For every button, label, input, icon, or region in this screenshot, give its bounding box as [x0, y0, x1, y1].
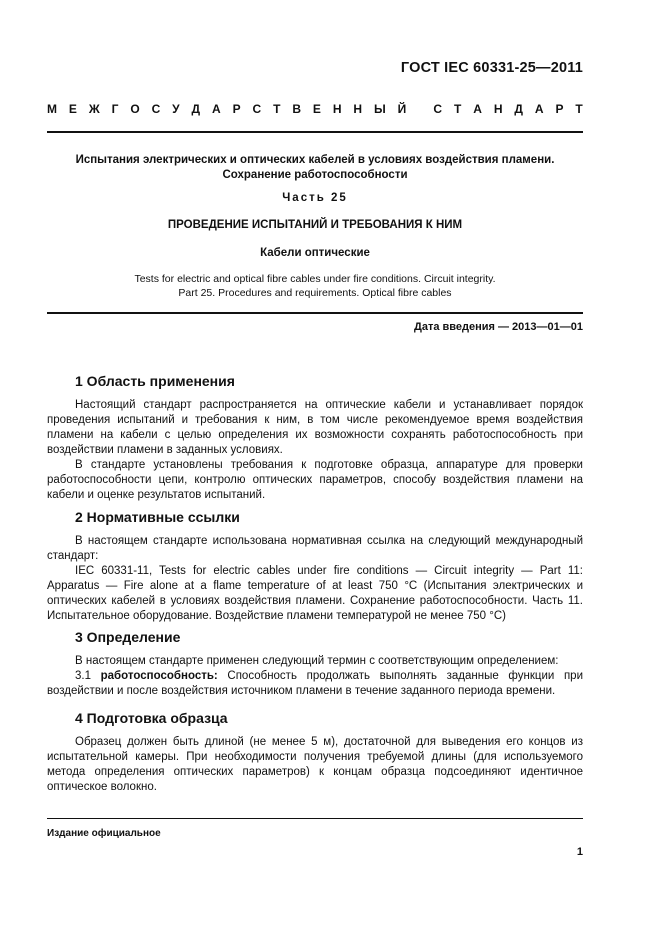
section-3-body	[47, 654, 583, 699]
section-1-heading: 1 Область применения	[75, 373, 235, 389]
banner-letter: Т	[453, 102, 462, 116]
russian-title-line1: Испытания электрических и оптических кабелей в условиях воздействия пламени.	[75, 154, 555, 166]
section-1-body	[47, 398, 583, 503]
part-subtitle: Кабели оптические	[260, 247, 370, 259]
definition-text: Способность продолжать выполнять заданные функции при воздействии и после воздействия источником пламени в течение заданного периода времени.	[47, 670, 583, 697]
document-code: ГОСТ IEC 60331-25—2011	[400, 60, 583, 76]
banner-letter: С	[433, 102, 443, 116]
banner-letter: Д	[191, 102, 201, 116]
section-3-paragraph-2	[47, 669, 583, 699]
effective-date: Дата введения — 2013—01—01	[414, 321, 583, 333]
banner-letter: Т	[575, 102, 583, 116]
banner-letter: Е	[68, 102, 77, 116]
interstate-standard-banner	[47, 102, 583, 116]
section-2-paragraph-1: В настоящем стандарте использована нормативная ссылка на следующий международный стандарт:	[47, 535, 583, 562]
footer-divider	[47, 818, 583, 819]
section-3-paragraph-1: В настоящем стандарте применен следующий термин с соответствующим определением:	[75, 655, 559, 667]
russian-title	[47, 153, 583, 183]
banner-letter: А	[473, 102, 482, 116]
title-divider	[47, 312, 583, 314]
banner-letter: Т	[273, 102, 281, 116]
banner-letter: Н	[493, 102, 503, 116]
section-4-heading: 4 Подготовка образца	[75, 710, 228, 726]
banner-letter: А	[534, 102, 544, 116]
banner-letter: С	[252, 102, 262, 116]
section-3-heading: 3 Определение	[75, 629, 181, 645]
banner-letter: Й	[397, 102, 407, 116]
banner-letter: Г	[111, 102, 119, 116]
section-4-body	[47, 735, 583, 795]
section-2-body	[47, 534, 583, 624]
english-title-line1: Tests for electric and optical fibre cables under fire conditions. Circuit integrity.	[134, 273, 496, 285]
banner-letter: В	[292, 102, 301, 116]
part-number: Часть 25	[282, 192, 348, 204]
section-2-heading: 2 Нормативные ссылки	[75, 509, 240, 525]
banner-letter: У	[172, 102, 180, 116]
section-1-paragraph-1: Настоящий стандарт распространяется на оптические кабели и устанавливает порядок проведения испытаний и требования к ним, в том числе рекомендуемое время воздействия пламени на кабели с целью определения их возможности сохранять работоспособность при воздействии пламени в заданных условиях.	[47, 399, 583, 456]
page-number: 1	[576, 846, 583, 858]
section-4-paragraph-1: Образец должен быть длиной (не менее 5 м), достаточной для выведения его концов из испытательной камеры. При необходимости получения требуемой длины (для используемого метода определения оптических параметров) к концам образца подсоединяют идентичное оптическое волокно.	[47, 736, 583, 793]
banner-letter: А	[211, 102, 221, 116]
banner-letter: Д	[514, 102, 523, 116]
banner-letter: Ы	[373, 102, 386, 116]
section-1-paragraph-2: В стандарте установлены требования к подготовке образца, аппаратуре для проверки работоспособности цепи, контролю оптических параметров, способу воздействия пламени на кабели и оценке результатов испытаний.	[47, 459, 583, 501]
section-2-paragraph-2: IEC 60331-11, Tests for electric cables under fire conditions — Circuit integrity — Part 11: Apparatus — Fire alone at a flame temperature of at least 750 °С (Испытания электрических и оптических кабелей в условиях воздействия пламени. Сохранение работоспособности. Часть 11. Испытательное оборудование. Воздействие пламени температурой не менее 750 °С)	[47, 565, 583, 622]
part-heading: ПРОВЕДЕНИЕ ИСПЫТАНИЙ И ТРЕБОВАНИЯ К НИМ	[167, 219, 463, 231]
banner-letter: М	[47, 102, 57, 116]
banner-letter: Е	[312, 102, 321, 116]
banner-letter: Р	[555, 102, 564, 116]
banner-letter: Н	[332, 102, 342, 116]
english-title	[47, 272, 583, 300]
english-title-line2: Part 25. Procedures and requirements. Optical fibre cables	[178, 287, 452, 299]
russian-title-line2: Сохранение работоспособности	[222, 169, 408, 181]
official-edition-label: Издание официальное	[47, 828, 161, 839]
banner-letter: Н	[353, 102, 363, 116]
banner-letter: Ж	[88, 102, 100, 116]
definition-number: 3.1	[75, 670, 101, 682]
banner-letter: Р	[232, 102, 241, 116]
banner-letter	[418, 102, 421, 116]
banner-letter: С	[151, 102, 161, 116]
banner-letter: О	[130, 102, 140, 116]
definition-term: работоспособность:	[100, 670, 218, 682]
header-divider	[47, 131, 583, 133]
